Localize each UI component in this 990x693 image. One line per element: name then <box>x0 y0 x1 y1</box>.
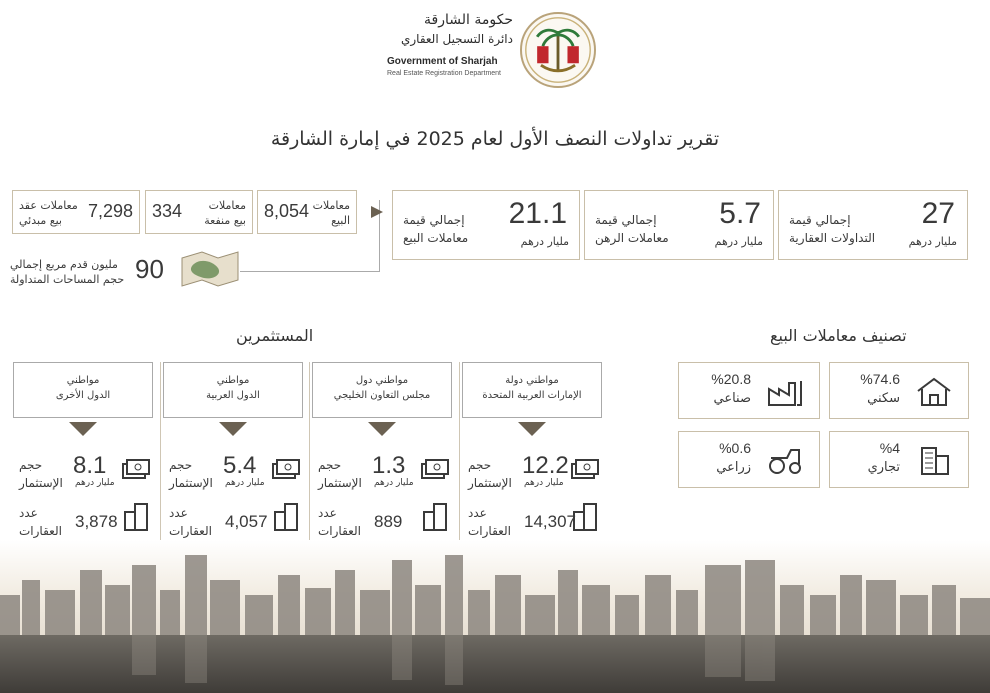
transactions-label: معاملات عقد <box>19 199 78 212</box>
map-icon <box>178 248 242 288</box>
investor-group-label: الإمارات العربية المتحدة <box>482 390 582 401</box>
properties-value: 3,878 <box>75 512 118 531</box>
kpi-unit: مليار درهم <box>908 235 957 248</box>
investment-label: حجم <box>19 458 43 472</box>
investment-label: الإستثمار <box>468 476 512 490</box>
kpi-label: إجمالي قيمة <box>595 213 657 227</box>
sales-category-industrial <box>678 362 820 419</box>
money-icon <box>570 458 600 482</box>
investment-label: حجم <box>169 458 193 472</box>
column-divider <box>459 362 460 562</box>
transactions-value: 334 <box>152 201 183 221</box>
pointer-arrow-icon <box>367 202 387 222</box>
category-label: تجاري <box>867 460 900 475</box>
column-divider <box>160 362 161 562</box>
investment-value: 5.4 <box>223 452 257 479</box>
properties-label: العقارات <box>468 524 511 538</box>
properties-label: عدد <box>318 506 337 520</box>
arrow-down-icon <box>69 422 97 436</box>
sales-category-residential <box>829 362 969 419</box>
investment-unit: مليار درهم <box>374 478 414 488</box>
investment-unit: مليار درهم <box>75 478 115 488</box>
kpi-label: إجمالي قيمة <box>403 213 465 227</box>
category-value: %74.6 <box>860 371 900 387</box>
investor-group-label: مواطني دول <box>355 375 409 386</box>
investor-group-box <box>163 362 303 418</box>
properties-value: 14,307 <box>524 512 576 531</box>
properties-label: عدد <box>169 506 188 520</box>
area-value: 90 <box>135 254 164 284</box>
kpi-value: 27 <box>921 197 955 230</box>
investment-label: الإستثمار <box>19 476 63 490</box>
properties-label: العقارات <box>19 524 62 538</box>
investor-group-label: مواطني <box>216 375 250 386</box>
investment-unit: مليار درهم <box>225 478 265 488</box>
sales-category-commercial <box>829 431 969 488</box>
factory-icon <box>765 375 805 407</box>
transactions-label: معاملات <box>208 199 246 212</box>
kpi-mortgage <box>584 190 774 260</box>
house-icon <box>914 375 954 407</box>
report-title: تقرير تداولات النصف الأول لعام 2025 في إمارة الشارقة <box>270 128 720 150</box>
arrow-down-icon <box>219 422 247 436</box>
city-skyline-image <box>0 540 990 693</box>
investment-value: 8.1 <box>73 452 107 479</box>
transactions-value: 7,298 <box>87 201 133 221</box>
buildings-icon <box>572 502 600 532</box>
transactions-sales <box>257 190 357 234</box>
category-label: سكني <box>867 391 900 406</box>
transactions-label: بيع منفعة <box>204 214 246 227</box>
money-icon <box>271 458 301 482</box>
kpi-label: التداولات العقارية <box>789 231 876 245</box>
investor-group-box <box>312 362 452 418</box>
buildings-icon <box>273 502 301 532</box>
kpi-label: إجمالي قيمة <box>789 213 851 227</box>
department-name-english: Real Estate Registration Department <box>387 70 501 77</box>
sharjah-emblem-logo <box>520 12 596 88</box>
column-divider <box>309 362 310 562</box>
category-label: صناعي <box>713 391 751 406</box>
sales-category-agricultural <box>678 431 820 488</box>
kpi-value: 21.1 <box>508 197 567 230</box>
transactions-usufruct <box>145 190 253 234</box>
kpi-unit: مليار درهم <box>714 235 763 248</box>
sales-classification-title: تصنيف معاملات البيع <box>770 326 907 345</box>
investor-group-label: الدول العربية <box>206 390 260 401</box>
category-label: زراعي <box>716 460 751 475</box>
area-label: حجم المساحات المتداولة <box>10 273 125 286</box>
investment-value: 1.3 <box>372 452 406 479</box>
investment-unit: مليار درهم <box>524 478 564 488</box>
money-icon <box>121 458 151 482</box>
transactions-preliminary <box>12 190 140 234</box>
investors-title: المستثمرين <box>236 326 314 345</box>
office-building-icon <box>914 444 954 476</box>
government-name-arabic: حكومة الشارقة <box>424 12 513 28</box>
transactions-label: البيع <box>331 214 350 227</box>
investment-value: 12.2 <box>522 452 569 479</box>
category-value: %4 <box>879 440 900 456</box>
kpi-value: 5.7 <box>719 197 761 230</box>
arrow-down-icon <box>368 422 396 436</box>
investor-group-label: مواطني دولة <box>505 375 559 386</box>
properties-value: 4,057 <box>225 512 268 531</box>
kpi-sales <box>392 190 580 260</box>
buildings-icon <box>123 502 151 532</box>
buildings-icon <box>422 502 450 532</box>
kpi-label: معاملات الرهن <box>595 231 669 245</box>
properties-label: العقارات <box>318 524 361 538</box>
transactions-value: 8,054 <box>264 201 310 221</box>
properties-label: عدد <box>19 506 38 520</box>
area-label: مليون قدم مربع إجمالي <box>10 258 118 271</box>
transactions-label: بيع مبدئي <box>19 214 62 227</box>
kpi-label: معاملات البيع <box>403 231 469 245</box>
investment-label: الإستثمار <box>318 476 362 490</box>
properties-value: 889 <box>374 512 403 531</box>
tractor-icon <box>765 444 805 476</box>
investment-label: حجم <box>468 458 492 472</box>
investor-group-box <box>13 362 153 418</box>
properties-label: العقارات <box>169 524 212 538</box>
investor-column-gcc <box>312 362 452 552</box>
money-icon <box>420 458 450 482</box>
kpi-unit: مليار درهم <box>520 235 569 248</box>
properties-label: عدد <box>468 506 487 520</box>
investor-column-arab <box>163 362 303 552</box>
investment-label: الإستثمار <box>169 476 213 490</box>
investor-group-label: الدول الأخرى <box>55 390 111 401</box>
investor-column-uae <box>462 362 602 552</box>
investor-group-label: مواطني <box>66 375 100 386</box>
transactions-label: معاملات <box>312 199 350 212</box>
category-value: %20.8 <box>711 371 751 387</box>
category-value: %0.6 <box>719 440 751 456</box>
investment-label: حجم <box>318 458 342 472</box>
investor-group-label: مجلس التعاون الخليجي <box>333 390 431 401</box>
department-name-arabic: دائرة التسجيل العقاري <box>400 32 513 46</box>
kpi-total-real-estate <box>778 190 968 260</box>
investor-column-other <box>13 362 153 552</box>
arrow-down-icon <box>518 422 546 436</box>
investor-group-box <box>462 362 602 418</box>
government-name-english: Government of Sharjah <box>387 56 498 67</box>
